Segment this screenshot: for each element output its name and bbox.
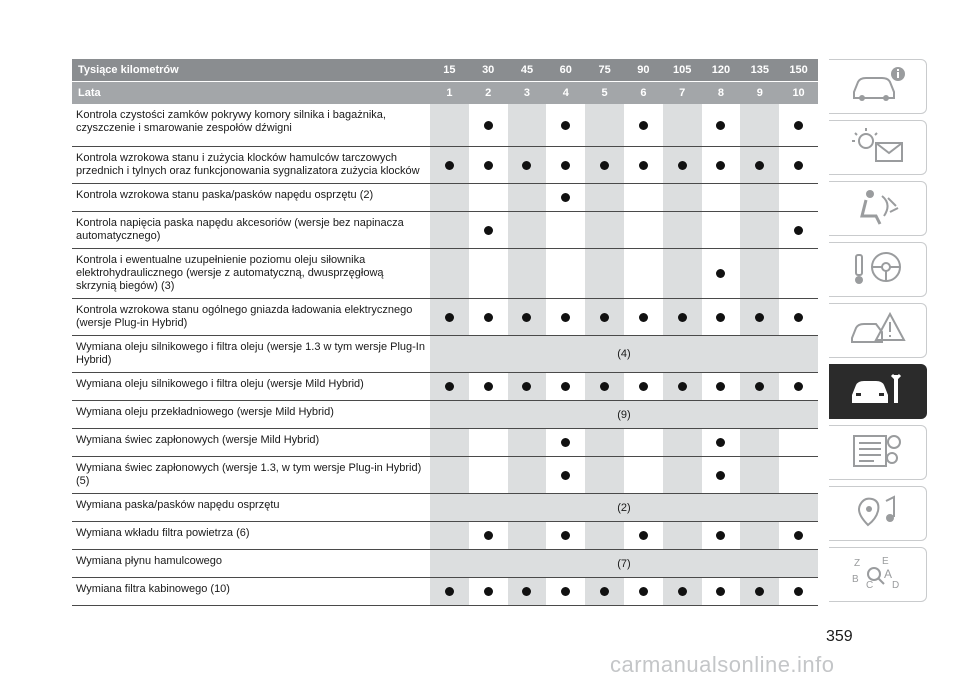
row-label: Wymiana filtra kabinowego (10): [76, 583, 230, 595]
chapter-tab[interactable]: [829, 425, 927, 480]
schedule-cell: [779, 104, 818, 146]
schedule-cell: [546, 249, 585, 298]
header-year-cell: 3: [523, 87, 531, 99]
schedule-cell: [546, 299, 585, 335]
schedule-cell: [779, 522, 818, 549]
row-cells: [430, 457, 818, 493]
chapter-tab[interactable]: [829, 120, 927, 175]
schedule-cell: [624, 578, 663, 605]
row-label: Wymiana paska/pasków napędu osprzętu: [76, 499, 280, 511]
schedule-cell: [469, 299, 508, 335]
schedule-cell: [702, 212, 741, 248]
service-dot: [716, 531, 725, 540]
service-dot: [600, 382, 609, 391]
service-dot: [678, 161, 687, 170]
row-cells: [430, 104, 818, 146]
row-note: (9): [430, 401, 818, 428]
schedule-cell: [430, 184, 469, 211]
service-dot: [716, 313, 725, 322]
service-dot: [522, 587, 531, 596]
service-dot: [484, 531, 493, 540]
car-info-icon: [846, 64, 910, 109]
service-dot: [794, 382, 803, 391]
schedule-cell: [430, 299, 469, 335]
watermark: carmanualsonline.info: [610, 652, 835, 677]
service-dot: [716, 438, 725, 447]
seat-airbag-icon: [846, 186, 910, 231]
schedule-cell: [624, 373, 663, 400]
header-year-cell: 7: [679, 87, 686, 99]
service-dot: [716, 161, 725, 170]
row-cells: [430, 212, 818, 248]
header-km-cell: 15: [443, 64, 456, 76]
schedule-cell: [663, 147, 702, 183]
schedule-cell: [469, 249, 508, 298]
service-dot: [445, 587, 454, 596]
schedule-cell: [585, 373, 624, 400]
table-row: [72, 212, 818, 249]
service-dot: [561, 471, 570, 480]
header-km-cell: 75: [598, 64, 611, 76]
schedule-cell: [469, 457, 508, 493]
svg-text:A: A: [883, 567, 892, 581]
row-cells: [430, 373, 818, 400]
service-dot: [522, 161, 531, 170]
chapter-tab[interactable]: [829, 547, 927, 602]
schedule-cell: [702, 299, 741, 335]
schedule-cell: [508, 212, 547, 248]
schedule-cell: [546, 212, 585, 248]
schedule-cell: [740, 249, 779, 298]
schedule-cell: [546, 184, 585, 211]
service-dot: [600, 161, 609, 170]
service-dot: [794, 313, 803, 322]
schedule-cell: [663, 184, 702, 211]
schedule-cell: [469, 373, 508, 400]
service-dot: [639, 587, 648, 596]
row-label: Wymiana płynu hamulcowego: [76, 555, 223, 567]
schedule-cell: [508, 373, 547, 400]
header-year-cell: 10: [792, 87, 805, 99]
multimedia-icon: [846, 491, 910, 536]
table-row: [72, 457, 818, 494]
service-dot: [561, 161, 570, 170]
row-label: Wymiana oleju silnikowego i filtra oleju (wersje 1.3 w tym wersje Plug-In Hybrid): [76, 341, 425, 366]
row-note: (4): [430, 336, 818, 372]
row-cells: [430, 299, 818, 335]
table-row: [72, 373, 818, 401]
key-steering-wheel-icon: [846, 247, 910, 292]
schedule-cell: [430, 457, 469, 493]
schedule-cell: [740, 212, 779, 248]
schedule-cell: [740, 299, 779, 335]
schedule-cell: [430, 147, 469, 183]
service-dot: [484, 161, 493, 170]
service-dot: [794, 587, 803, 596]
service-dot: [600, 313, 609, 322]
header-year-cell: 8: [717, 87, 725, 99]
header-year-cell: 9: [756, 87, 763, 99]
row-cells: [430, 522, 818, 549]
schedule-cell: [508, 249, 547, 298]
schedule-cell: [469, 429, 508, 456]
schedule-cell: [546, 522, 585, 549]
row-label: Kontrola wzrokowa stanu ogólnego gniazda ładowania elektrycznego (wersje Plug-in Hybrid): [76, 304, 413, 329]
service-dot: [522, 382, 531, 391]
schedule-cell: [740, 147, 779, 183]
schedule-cell: [702, 578, 741, 605]
schedule-cell: [663, 429, 702, 456]
header-km-cell: 120: [711, 64, 731, 76]
schedule-cell: [624, 249, 663, 298]
chapter-tab[interactable]: [829, 59, 927, 114]
table-row: [72, 494, 818, 522]
row-cells: [430, 249, 818, 298]
schedule-cell: [624, 457, 663, 493]
row-cells: [430, 429, 818, 456]
technical-data-icon: [846, 430, 910, 475]
schedule-cell: [702, 429, 741, 456]
schedule-cell: [508, 522, 547, 549]
service-dot: [639, 161, 648, 170]
svg-text:C: C: [865, 580, 873, 591]
service-dot: [484, 121, 493, 130]
schedule-cell: [779, 147, 818, 183]
warning-light-message-icon: [846, 125, 910, 170]
service-dot: [639, 531, 648, 540]
service-dot: [794, 161, 803, 170]
schedule-cell: [585, 457, 624, 493]
service-dot: [561, 121, 570, 130]
schedule-cell: [430, 522, 469, 549]
chapter-tab[interactable]: [829, 364, 927, 419]
car-emergency-icon: [846, 308, 910, 353]
alphabetical-index-icon: [846, 552, 910, 597]
service-dot: [522, 313, 531, 322]
service-dot: [445, 313, 454, 322]
schedule-cell: [508, 429, 547, 456]
schedule-cell: [624, 212, 663, 248]
schedule-cell: [740, 457, 779, 493]
schedule-cell: [508, 184, 547, 211]
row-cells: [430, 147, 818, 183]
service-dot: [484, 226, 493, 235]
service-dot: [561, 313, 570, 322]
service-dot: [484, 313, 493, 322]
schedule-cell: [702, 104, 741, 146]
schedule-cell: [663, 212, 702, 248]
row-label: Kontrola wzrokowa stanu i zużycia klocków hamulców tarczowych przednich i tylnych oraz funkcjonowania sygnalizatora zużycia klocków: [76, 152, 420, 177]
schedule-cell: [469, 104, 508, 146]
header-km-cell: 45: [520, 64, 534, 76]
schedule-cell: [508, 147, 547, 183]
row-label: Wymiana oleju przekładniowego (wersje Mild Hybrid): [76, 406, 334, 418]
schedule-cell: [508, 299, 547, 335]
service-dot: [794, 121, 803, 130]
schedule-cell: [624, 184, 663, 211]
car-service-icon: [846, 369, 910, 414]
schedule-cell: [624, 299, 663, 335]
svg-text:D: D: [891, 580, 899, 591]
service-dot: [716, 382, 725, 391]
schedule-cell: [663, 104, 702, 146]
row-label: Wymiana świec zapłonowych (wersje Mild Hybrid): [76, 434, 320, 446]
service-dot: [716, 269, 725, 278]
header-year-cell: 6: [640, 87, 647, 99]
service-dot: [561, 587, 570, 596]
schedule-cell: [624, 429, 663, 456]
service-dot: [561, 382, 570, 391]
schedule-cell: [585, 184, 624, 211]
header-year-cell: 1: [446, 87, 453, 99]
row-cells: [430, 578, 818, 605]
schedule-cell: [779, 299, 818, 335]
schedule-cell: [663, 249, 702, 298]
service-dot: [639, 121, 648, 130]
header-km-cell: 135: [750, 64, 769, 76]
schedule-cell: [779, 429, 818, 456]
chapter-tab[interactable]: [829, 486, 927, 541]
table-row: [72, 104, 818, 147]
maintenance-table: [72, 59, 818, 606]
schedule-cell: [779, 373, 818, 400]
service-dot: [561, 193, 570, 202]
chapter-tab[interactable]: [829, 181, 927, 236]
service-dot: [678, 382, 687, 391]
schedule-cell: [546, 147, 585, 183]
schedule-cell: [702, 373, 741, 400]
service-dot: [639, 313, 648, 322]
schedule-cell: [779, 184, 818, 211]
schedule-cell: [779, 249, 818, 298]
service-dot: [678, 313, 687, 322]
schedule-cell: [430, 212, 469, 248]
schedule-cell: [585, 104, 624, 146]
table-row: [72, 401, 818, 429]
service-dot: [484, 382, 493, 391]
schedule-cell: [585, 147, 624, 183]
row-label: Kontrola czystości zamków pokrywy komory silnika i bagażnika, czyszczenie i smarowanie zespołów dźwigni: [76, 109, 386, 134]
schedule-cell: [702, 147, 741, 183]
chapter-tab[interactable]: [829, 242, 927, 297]
schedule-cell: [702, 249, 741, 298]
service-dot: [639, 382, 648, 391]
header-years-label: Lata: [78, 87, 101, 99]
header-km-row: [72, 59, 818, 81]
schedule-cell: [663, 299, 702, 335]
schedule-cell: [663, 457, 702, 493]
header-km-cell: 60: [559, 64, 572, 76]
schedule-cell: [702, 184, 741, 211]
header-km-cell: 150: [789, 64, 808, 76]
table-row: [72, 249, 818, 299]
row-label: Kontrola i ewentualne uzupełnienie poziomu oleju siłownika elektrohydraulicznego (wersje z automatyczną, dwusprzęgłową skrzynią biegów) (3): [76, 254, 384, 292]
service-dot: [794, 226, 803, 235]
header-years-row: [72, 81, 818, 104]
schedule-cell: [585, 522, 624, 549]
schedule-cell: [430, 429, 469, 456]
schedule-cell: [546, 578, 585, 605]
service-dot: [755, 161, 764, 170]
schedule-cell: [469, 147, 508, 183]
schedule-cell: [740, 522, 779, 549]
schedule-cell: [546, 104, 585, 146]
schedule-cell: [740, 184, 779, 211]
table-row: [72, 578, 818, 606]
service-dot: [678, 587, 687, 596]
schedule-cell: [740, 429, 779, 456]
service-dot: [716, 587, 725, 596]
schedule-cell: [663, 578, 702, 605]
row-label: Wymiana wkładu filtra powietrza (6): [76, 527, 250, 539]
schedule-cell: [430, 104, 469, 146]
schedule-cell: [702, 522, 741, 549]
schedule-cell: [430, 373, 469, 400]
table-row: [72, 299, 818, 336]
service-dot: [561, 438, 570, 447]
schedule-cell: [546, 429, 585, 456]
schedule-cell: [585, 212, 624, 248]
schedule-cell: [430, 249, 469, 298]
table-row: [72, 550, 818, 578]
row-label: Wymiana świec zapłonowych (wersje 1.3, w tym wersje Plug-in Hybrid) (5): [76, 462, 422, 487]
chapter-tab[interactable]: [829, 303, 927, 358]
schedule-cell: [508, 104, 547, 146]
table-row: [72, 522, 818, 550]
svg-text:E: E: [881, 556, 889, 567]
schedule-cell: [585, 429, 624, 456]
row-label: Kontrola napięcia paska napędu akcesoriów (wersje bez napinacza automatycznego): [76, 217, 404, 242]
row-note: (7): [430, 550, 818, 577]
page-number: 359: [826, 628, 853, 645]
header-year-cell: 5: [601, 87, 608, 99]
schedule-cell: [469, 522, 508, 549]
schedule-cell: [740, 373, 779, 400]
schedule-cell: [508, 578, 547, 605]
schedule-cell: [546, 457, 585, 493]
schedule-cell: [740, 578, 779, 605]
schedule-cell: [585, 578, 624, 605]
header-year-cell: 4: [562, 87, 569, 99]
service-dot: [755, 313, 764, 322]
schedule-cell: [585, 299, 624, 335]
svg-text:Z: Z: [853, 558, 860, 569]
table-row: [72, 184, 818, 212]
svg-text:B: B: [851, 574, 859, 585]
schedule-cell: [779, 457, 818, 493]
schedule-cell: [624, 147, 663, 183]
schedule-cell: [469, 184, 508, 211]
service-dot: [445, 161, 454, 170]
schedule-cell: [702, 457, 741, 493]
row-cells: [430, 184, 818, 211]
chapter-sidebar: [829, 59, 927, 608]
service-dot: [600, 587, 609, 596]
schedule-cell: [585, 249, 624, 298]
schedule-cell: [624, 522, 663, 549]
schedule-cell: [469, 578, 508, 605]
row-label: Wymiana oleju silnikowego i filtra oleju (wersje Mild Hybrid): [76, 378, 364, 390]
schedule-cell: [740, 104, 779, 146]
schedule-cell: [624, 104, 663, 146]
header-km-label: Tysiące kilometrów: [78, 64, 179, 76]
row-note: (2): [430, 494, 818, 521]
schedule-cell: [779, 578, 818, 605]
service-dot: [561, 531, 570, 540]
table-row: [72, 429, 818, 457]
table-row: [72, 147, 818, 184]
schedule-cell: [663, 373, 702, 400]
schedule-cell: [779, 212, 818, 248]
row-label: Kontrola wzrokowa stanu paska/pasków napędu osprzętu (2): [76, 189, 374, 201]
service-dot: [794, 531, 803, 540]
schedule-cell: [430, 578, 469, 605]
service-dot: [755, 587, 764, 596]
header-km-cell: 30: [482, 64, 495, 76]
header-km-cell: 90: [637, 64, 650, 76]
header-km-cell: 105: [673, 64, 692, 76]
schedule-cell: [469, 212, 508, 248]
header-year-cell: 2: [485, 87, 492, 99]
service-dot: [445, 382, 454, 391]
schedule-cell: [508, 457, 547, 493]
service-dot: [716, 471, 725, 480]
service-dot: [484, 587, 493, 596]
schedule-cell: [663, 522, 702, 549]
service-dot: [716, 121, 725, 130]
service-dot: [755, 382, 764, 391]
schedule-cell: [546, 373, 585, 400]
table-row: [72, 336, 818, 373]
